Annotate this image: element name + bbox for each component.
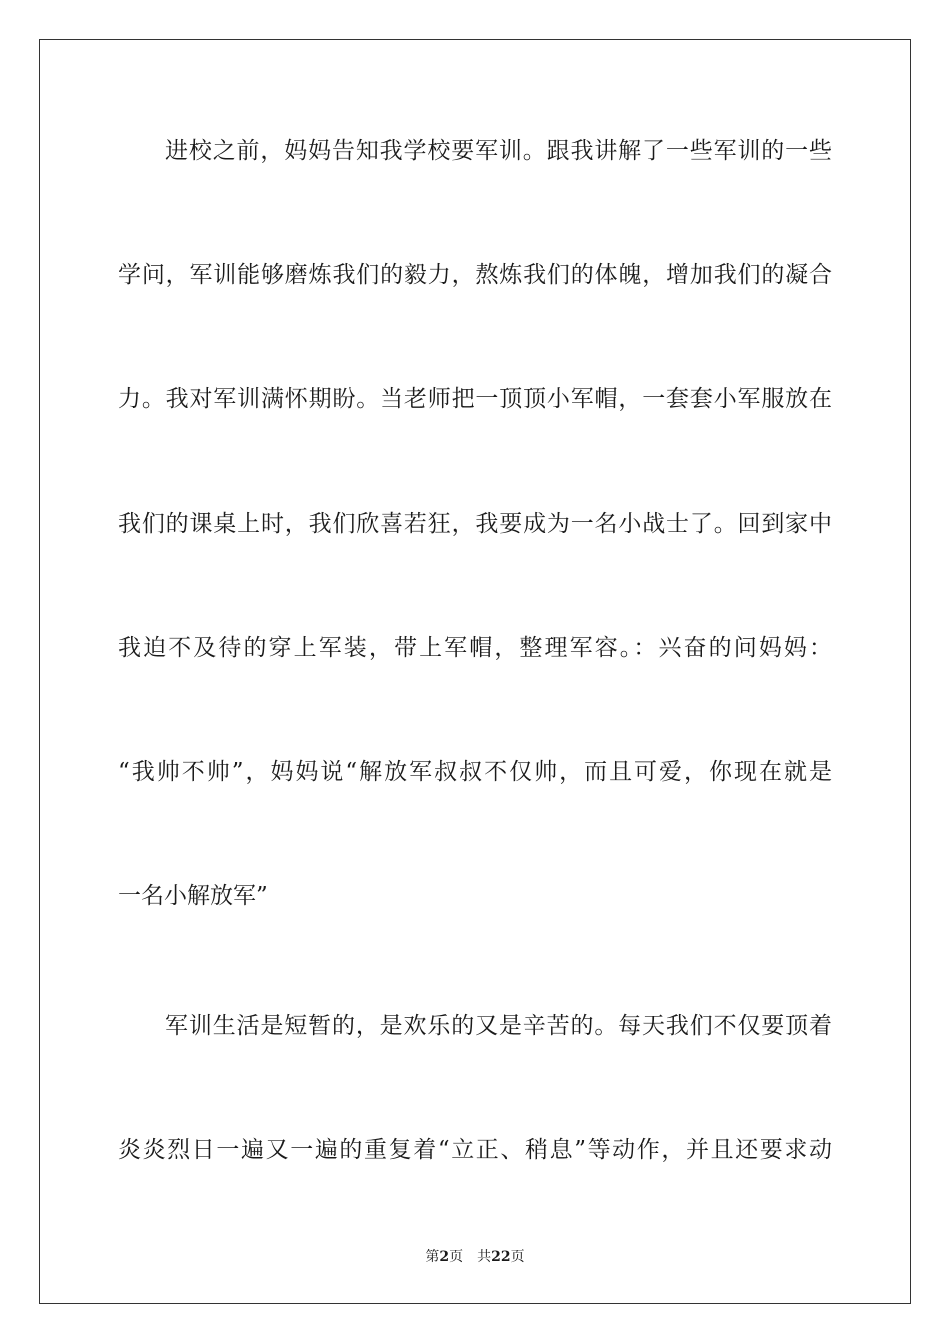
paragraph-line: 军训生活是短暂的，是欢乐的又是辛苦的。每天我们不仅要顶着 [165,1013,832,1039]
paragraph-line: 一名小解放军” [118,883,268,909]
page-footer [0,1248,950,1266]
page-number: 2 [439,1249,450,1265]
paragraph-line: 进校之前，妈妈告知我学校要军训。跟我讲解了一些军训的一些 [165,138,832,164]
paragraph-line: 炎炎烈日一遍又一遍的重复着“立正、稍息”等动作，并且还要求动 [118,1137,832,1163]
page-prefix: 第 [425,1249,440,1265]
total-suffix: 页 [510,1249,525,1265]
total-pages: 22 [491,1249,511,1265]
paragraph-line: “我帅不帅”，妈妈说“解放军叔叔不仅帅，而且可爱，你现在就是 [118,759,832,785]
page-suffix: 页 [449,1249,464,1265]
paragraph-line: 学问，军训能够磨炼我们的毅力，熬炼我们的体魄，增加我们的凝合 [118,262,832,288]
paragraph-line: 力。我对军训满怀期盼。当老师把一顶顶小军帽，一套套小军服放在 [118,386,832,412]
paragraph-line: 我迫不及待的穿上军装，带上军帽，整理军容。：兴奋的问妈妈： [118,635,832,661]
paragraph-line: 我们的课桌上时，我们欣喜若狂，我要成为一名小战士了。回到家中 [118,511,832,537]
page-border [39,39,911,1304]
total-prefix: 共 [477,1249,492,1265]
